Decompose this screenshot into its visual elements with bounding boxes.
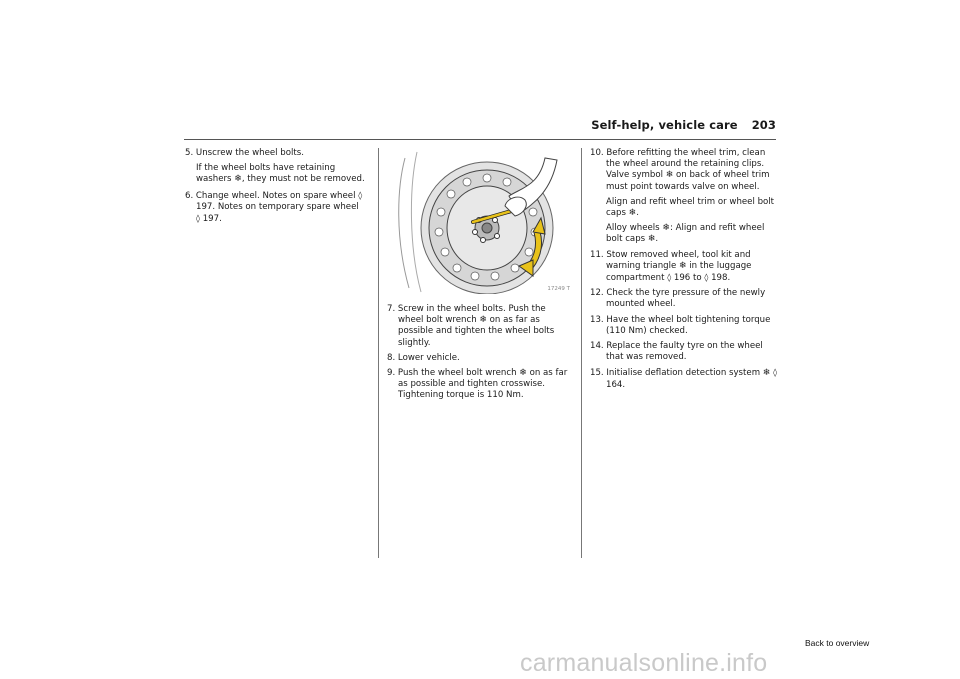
step-8: 8. Lower vehicle. (387, 352, 460, 363)
wheel-change-illustration (387, 148, 572, 294)
step-6: 6. Change wheel. Notes on spare wheel ◊ 197. Notes on temporary spare wheel ◊ 197. (185, 190, 363, 225)
column-divider-right (581, 148, 582, 558)
step-5: 5. Unscrew the wheel bolts. (185, 148, 304, 158)
snowflake-icon: ❄ (647, 234, 656, 245)
snowflake-icon: ❄ (234, 174, 242, 185)
step-7: 7. Screw in the wheel bolts. Push the wheel bolt wrench ❄ on as far as possible and tighten the wheel bolts slightly. (387, 304, 555, 348)
page-number: 203 (751, 118, 776, 132)
snowflake-icon: ❄ (519, 368, 527, 379)
snowflake-icon: ❄ (665, 170, 674, 181)
page-header (560, 118, 776, 134)
column-divider-left (378, 148, 379, 558)
section-title: Self-help, vehicle care (591, 118, 738, 132)
snowflake-icon: ❄ (679, 260, 687, 271)
step-10: 10. Before refitting the wheel trim, clean the wheel around the retaining clips. Valve symbol ❄ on back of wheel trim must point towards valve on wheel. (590, 148, 770, 192)
header-rule (184, 139, 776, 140)
step-14: 14. Replace the faulty tyre on the wheel that was removed. (590, 341, 763, 363)
step-13: 13. Have the wheel bolt tightening torque (110 Nm) checked. (590, 314, 771, 336)
step-9: 9. Push the wheel bolt wrench ❄ on as far as possible and tighten crosswise. Tightening torque is 110 Nm. (387, 368, 568, 401)
step-11: 11. Stow removed wheel, tool kit and warning triangle ❄ in the luggage compartment ◊ 196 to ◊ 198. (590, 249, 752, 284)
column-2 (387, 304, 573, 406)
page-ref-icon: ◊ (667, 273, 672, 283)
snowflake-icon: ❄ (762, 368, 771, 379)
snowflake-icon: ❄ (479, 315, 487, 326)
snowflake-icon: ❄ (662, 223, 670, 234)
step-10-note-2: Alloy wheels ❄: Align and refit wheel bolt caps ❄. (606, 223, 765, 245)
column-1 (185, 148, 365, 229)
step-15: 15. Initialise deflation detection system ❄ ◊ 164. (590, 368, 778, 390)
page-ref-icon: ◊ (773, 368, 778, 378)
site-watermark: carmanualsonline.info (520, 649, 768, 677)
step-5-note: If the wheel bolts have retaining washers ❄, they must not be removed. (196, 163, 365, 185)
page-ref-icon: ◊ (704, 273, 709, 283)
page-ref-icon: ◊ (358, 190, 363, 200)
column-3 (590, 148, 778, 395)
back-to-overview-link[interactable]: Back to overview (805, 638, 870, 648)
step-10-note-1: Align and refit wheel trim or wheel bolt caps ❄. (606, 196, 775, 219)
wheel-wrench-drawing (387, 148, 572, 294)
figure-code: 17249 T (547, 286, 570, 292)
step-12: 12. Check the tyre pressure of the newly mounted wheel. (590, 288, 766, 310)
page-ref-icon: ◊ (196, 214, 200, 224)
snowflake-icon: ❄ (628, 208, 637, 219)
